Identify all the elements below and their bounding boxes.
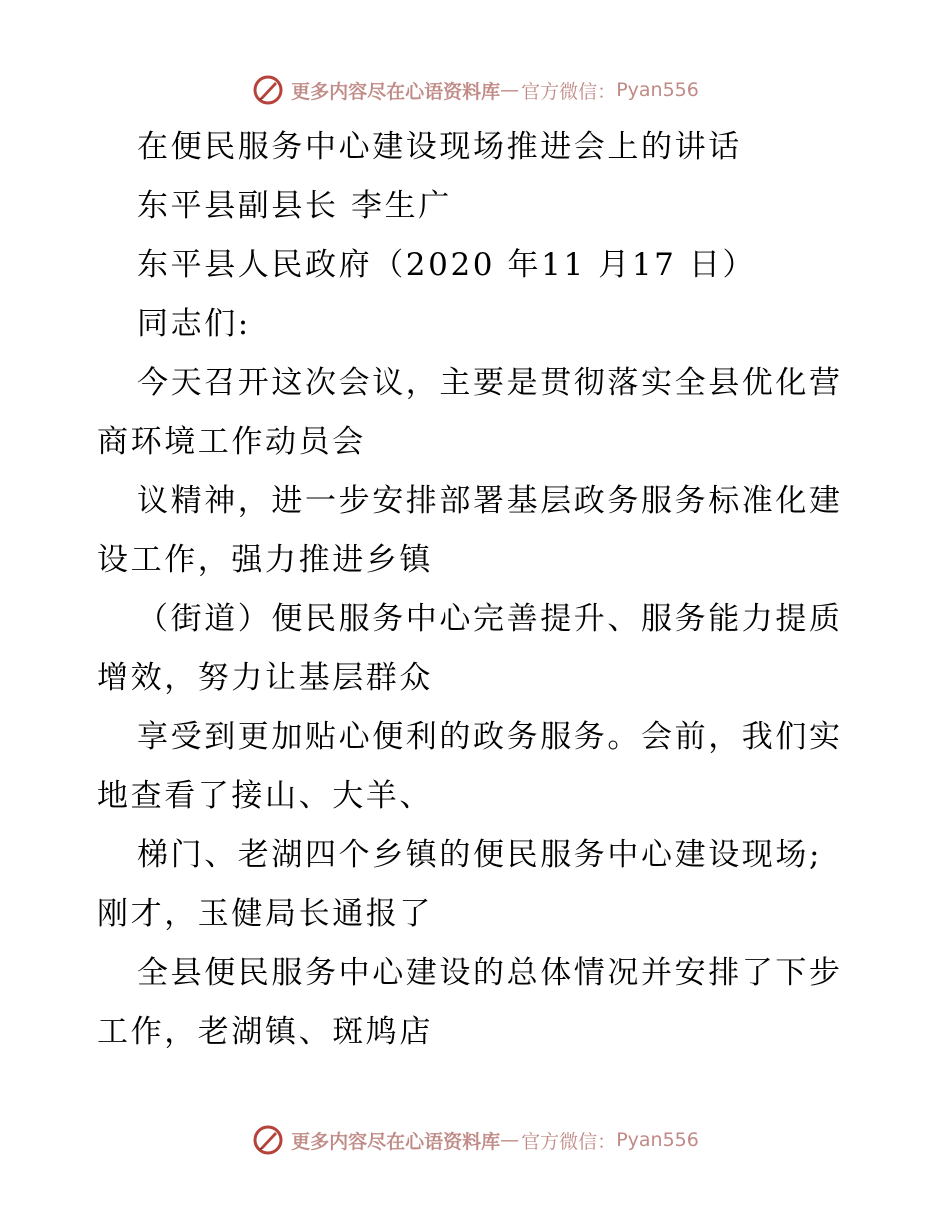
document-body bbox=[97, 118, 857, 1062]
body-line: 享受到更加贴心便利的政务服务。会前，我们实 bbox=[137, 719, 843, 755]
footer-watermark bbox=[0, 1120, 950, 1160]
quill-circle-icon bbox=[251, 1123, 285, 1157]
body-line: 全县便民服务中心建设的总体情况并安排了下步 bbox=[137, 955, 843, 991]
document-title: 在便民服务中心建设现场推进会上的讲话 bbox=[137, 129, 742, 165]
body-line: 增效，努力让基层群众 bbox=[97, 660, 433, 696]
body-line: 刚才，玉健局长通报了 bbox=[97, 896, 433, 932]
body-line: 地查看了接山、大羊、 bbox=[97, 778, 433, 814]
watermark-dash: — bbox=[500, 1129, 520, 1151]
body-line: 梯门、老湖四个乡镇的便民服务中心建设现场; bbox=[137, 837, 823, 873]
body-line: 议精神，进一步安排部署基层政务服务标准化建 bbox=[137, 483, 843, 519]
header-watermark bbox=[0, 70, 950, 110]
quill-circle-icon bbox=[251, 73, 285, 107]
watermark-wechat-label: 官方微信： bbox=[521, 80, 617, 103]
watermark-wechat-id: Pyan556 bbox=[616, 1129, 699, 1151]
body-line: 今天召开这次会议，主要是贯彻落实全县优化营 bbox=[137, 365, 843, 401]
body-line: （街道）便民服务中心完善提升、服务能力提质 bbox=[137, 601, 843, 637]
watermark-main-text: 更多内容尽在心语资料库 bbox=[291, 1130, 501, 1153]
watermark-main-text: 更多内容尽在心语资料库 bbox=[291, 80, 501, 103]
body-line: 商环境工作动员会 bbox=[97, 424, 366, 460]
speaker-line: 东平县副县长 李生广 bbox=[137, 188, 452, 224]
body-line: 设工作，强力推进乡镇 bbox=[97, 542, 433, 578]
body-line: 工作，老湖镇、斑鸠店 bbox=[97, 1014, 433, 1050]
issuer-date-line: 东平县人民政府（2020 年11 月17 日） bbox=[137, 247, 757, 283]
watermark-wechat-label: 官方微信： bbox=[521, 1130, 617, 1153]
watermark-wechat-id: Pyan556 bbox=[616, 79, 699, 101]
watermark-dash: — bbox=[500, 79, 520, 101]
salutation: 同志们: bbox=[137, 306, 251, 342]
